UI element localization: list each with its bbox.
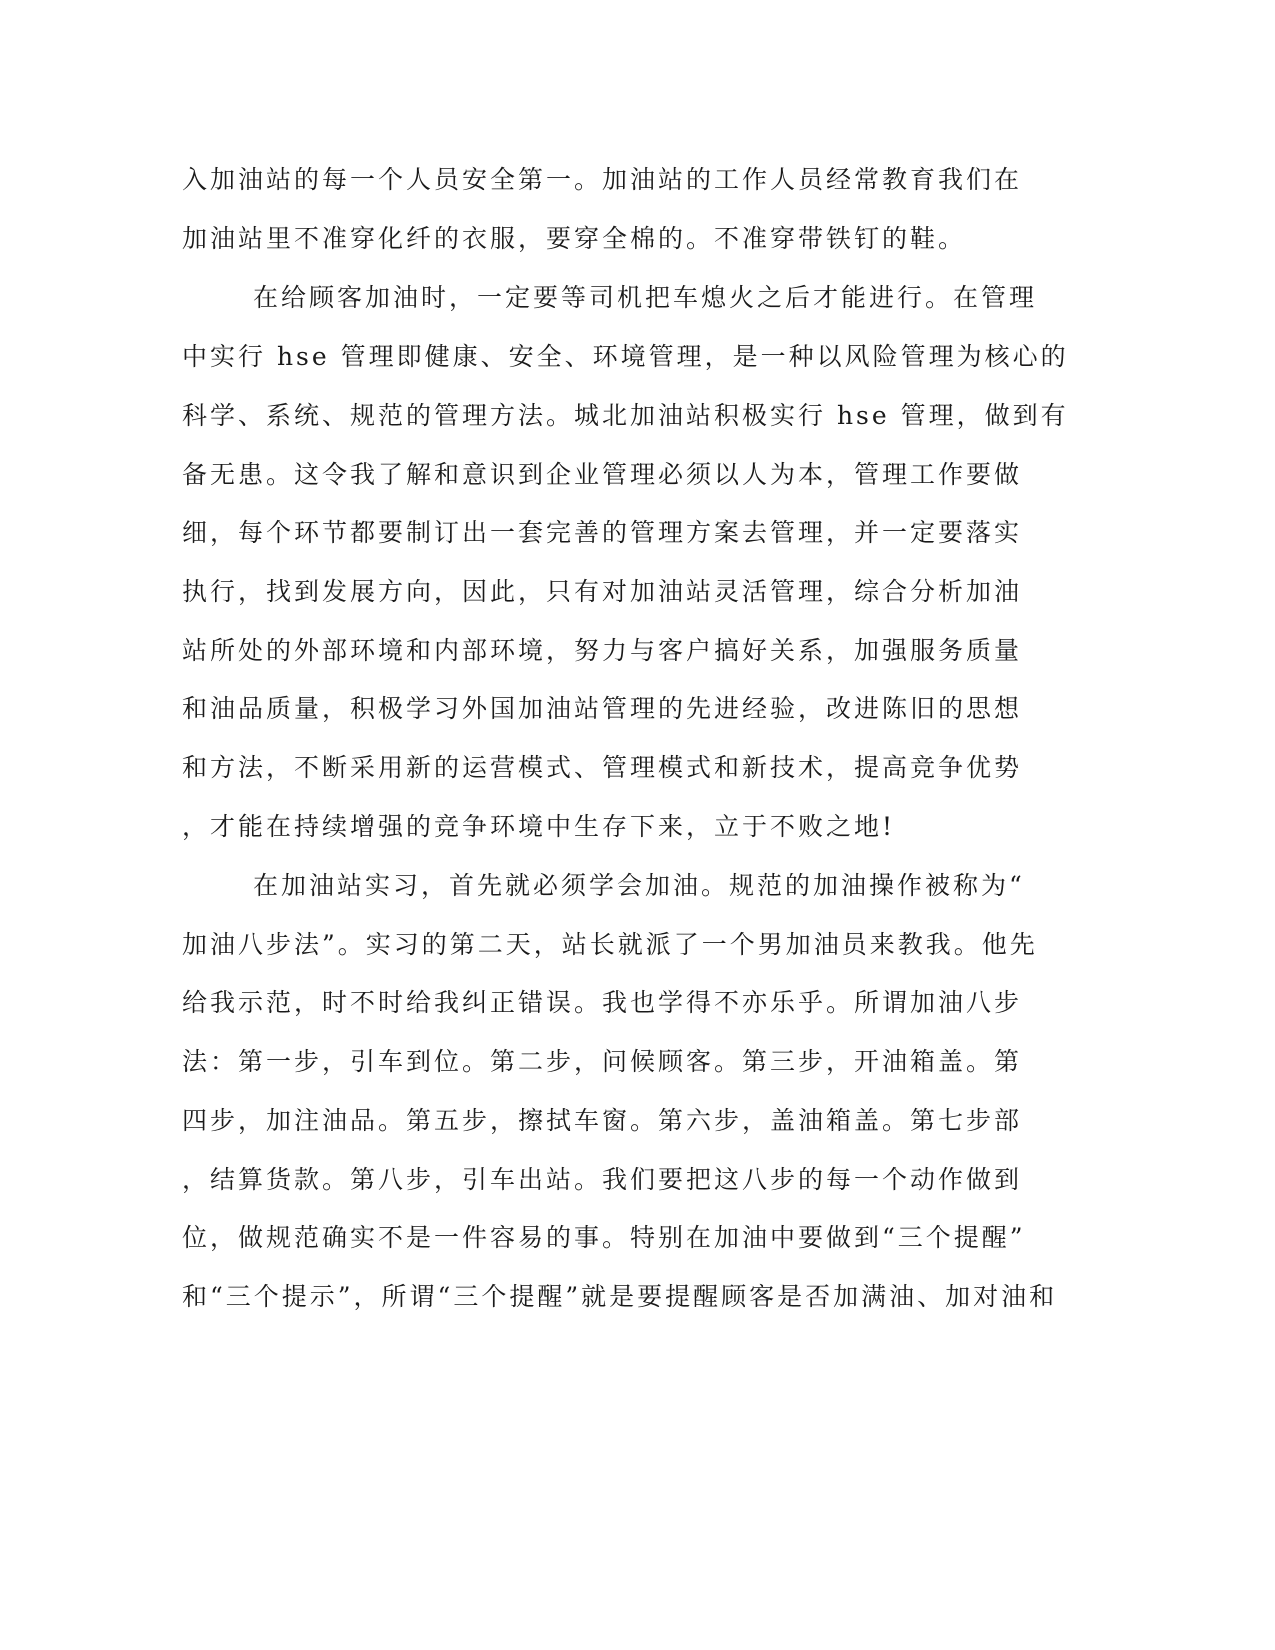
text-line: 给我示范，时不时给我纠正错误。我也学得不亦乐乎。所谓加油八步 [182, 988, 1023, 1017]
text-line: ，结算货款。第八步，引车出站。我们要把这八步的每一个动作做到 [182, 1165, 1023, 1194]
text-line: 和油品质量，积极学习外国加油站管理的先进经验，改进陈旧的思想 [182, 694, 1023, 723]
text-line: 中实行 hse 管理即健康、安全、环境管理，是一种以风险管理为核心的 [182, 342, 1069, 371]
text-line: 加油站里不准穿化纤的衣服，要穿全棉的。不准穿带铁钉的鞋。 [182, 224, 967, 253]
text-line: 备无患。这令我了解和意识到企业管理必须以人为本，管理工作要做 [182, 460, 1023, 489]
text-line: 和“三个提示”，所谓“三个提醒”就是要提醒顾客是否加满油、加对油和 [182, 1282, 1058, 1311]
text-line: 执行，找到发展方向，因此，只有对加油站灵活管理，综合分析加油 [182, 577, 1023, 606]
text-line: 位，做规范确实不是一件容易的事。特别在加油中要做到“三个提醒” [182, 1223, 1026, 1252]
text-line: 法：第一步，引车到位。第二步，问候顾客。第三步，开油箱盖。第 [182, 1047, 1023, 1076]
text-line: 四步，加注油品。第五步，擦拭车窗。第六步，盖油箱盖。第七步部 [182, 1106, 1023, 1135]
text-line: 和方法，不断采用新的运营模式、管理模式和新技术，提高竞争优势 [182, 753, 1023, 782]
text-line: 入加油站的每一个人员安全第一。加油站的工作人员经常教育我们在 [182, 165, 1023, 194]
text-line: 细，每个环节都要制订出一套完善的管理方案去管理，并一定要落实 [182, 518, 1023, 547]
text-line: 在加油站实习，首先就必须学会加油。规范的加油操作被称为“ [253, 871, 1025, 900]
text-line: 科学、系统、规范的管理方法。城北加油站积极实行 hse 管理，做到有 [182, 401, 1069, 430]
text-line: 加油八步法”。实习的第二天，站长就派了一个男加油员来教我。他先 [182, 930, 1038, 959]
text-line: 在给顾客加油时，一定要等司机把车熄火之后才能进行。在管理 [253, 283, 1038, 312]
text-line: 站所处的外部环境和内部环境，努力与客户搞好关系，加强服务质量 [182, 636, 1023, 665]
text-line: ，才能在持续增强的竞争环境中生存下来，立于不败之地! [182, 812, 896, 841]
